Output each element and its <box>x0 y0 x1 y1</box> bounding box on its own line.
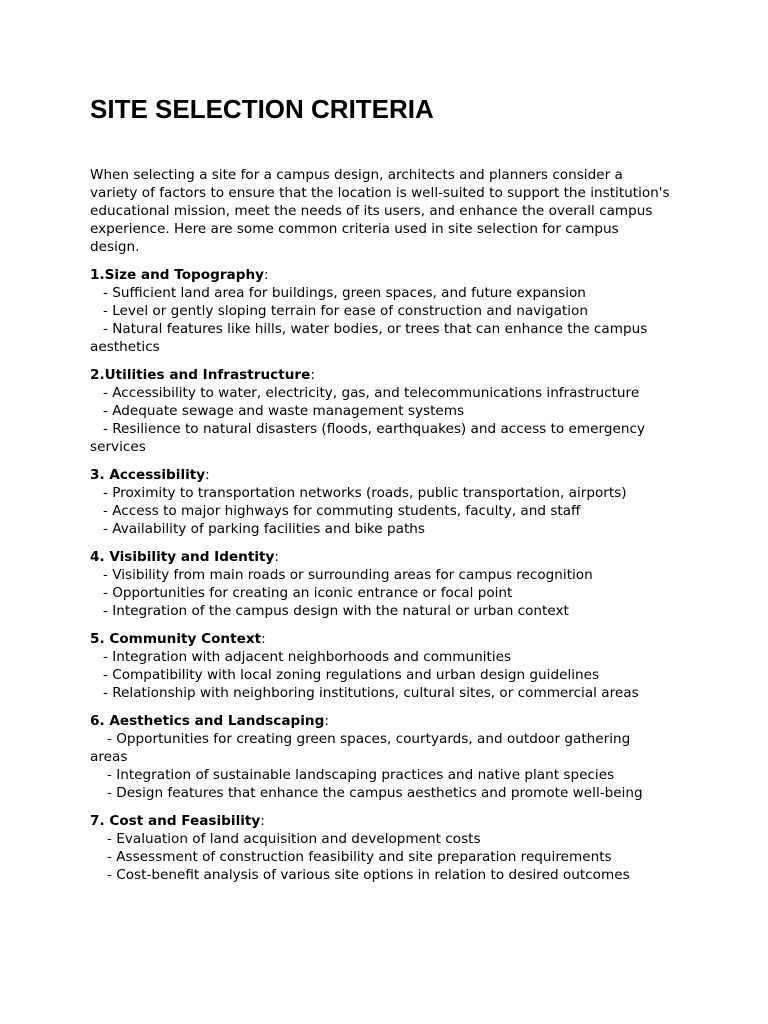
section-heading: 5. Community Context: <box>90 631 266 647</box>
section-title: 6. Aesthetics and Landscaping <box>90 713 325 729</box>
section-title: 3. Accessibility <box>90 467 206 483</box>
list-item: - Integration of sustainable landscaping practices and native plant species <box>107 767 615 783</box>
section-heading: 7. Cost and Feasibility: <box>90 813 265 829</box>
section-heading: 1.Size and Topography: <box>90 267 269 283</box>
list-item: - Assessment of construction feasibility and site preparation requirements <box>107 849 612 865</box>
list-item: - Resilience to natural disasters (floods, earthquakes) and access to emergency services <box>90 421 645 455</box>
list-item: - Adequate sewage and waste management systems <box>103 403 465 419</box>
section-size-topography <box>90 266 670 356</box>
section-visibility-identity <box>90 548 670 620</box>
list-item: - Accessibility to water, electricity, gas, and telecommunications infrastructure <box>103 385 640 401</box>
section-title: 4. Visibility and Identity <box>90 549 275 565</box>
list-item: - Proximity to transportation networks (roads, public transportation, airports) <box>103 485 627 501</box>
section-cost-feasibility <box>90 812 670 884</box>
section-heading: 2.Utilities and Infrastructure: <box>90 367 315 383</box>
section-accessibility <box>90 466 670 538</box>
list-item: - Natural features like hills, water bodies, or trees that can enhance the campus aesthetics <box>90 321 648 355</box>
section-heading: 3. Accessibility: <box>90 467 210 483</box>
list-item: - Sufficient land area for buildings, green spaces, and future expansion <box>103 285 586 301</box>
list-item: - Evaluation of land acquisition and development costs <box>107 831 481 847</box>
list-item: - Integration with adjacent neighborhoods and communities <box>103 649 512 665</box>
section-title: 2.Utilities and Infrastructure <box>90 367 311 383</box>
section-title: 5. Community Context <box>90 631 262 647</box>
document-body <box>90 166 670 894</box>
list-item: - Level or gently sloping terrain for ease of construction and navigation <box>103 303 588 319</box>
section-heading: 6. Aesthetics and Landscaping: <box>90 713 329 729</box>
list-item: - Cost-benefit analysis of various site options in relation to desired outcomes <box>107 867 630 883</box>
section-utilities-infrastructure <box>90 366 670 456</box>
page-title: SITE SELECTION CRITERIA <box>90 94 434 124</box>
section-title: 1.Size and Topography <box>90 267 265 283</box>
section-community-context <box>90 630 670 702</box>
list-item: - Opportunities for creating an iconic entrance or focal point <box>103 585 513 601</box>
section-aesthetics-landscaping <box>90 712 670 802</box>
list-item: - Access to major highways for commuting students, faculty, and staff <box>103 503 581 519</box>
list-item: - Relationship with neighboring institutions, cultural sites, or commercial areas <box>103 685 639 701</box>
list-item: - Integration of the campus design with the natural or urban context <box>103 603 569 619</box>
list-item: - Availability of parking facilities and bike paths <box>103 521 425 537</box>
list-item: - Compatibility with local zoning regulations and urban design guidelines <box>103 667 600 683</box>
list-item: - Opportunities for creating green spaces, courtyards, and outdoor gathering areas <box>90 731 631 765</box>
list-item: - Design features that enhance the campus aesthetics and promote well-being <box>107 785 643 801</box>
list-item: - Visibility from main roads or surrounding areas for campus recognition <box>103 567 593 583</box>
section-heading: 4. Visibility and Identity: <box>90 549 279 565</box>
section-title: 7. Cost and Feasibility <box>90 813 261 829</box>
intro-paragraph: When selecting a site for a campus design, architects and planners consider a variety of factors to ensure that the location is well-suited to support the institution's educational mission, meet the needs of its users, and enhance the overall campus experience. Here are some common criteria used in site selection for campus design. <box>90 167 670 255</box>
